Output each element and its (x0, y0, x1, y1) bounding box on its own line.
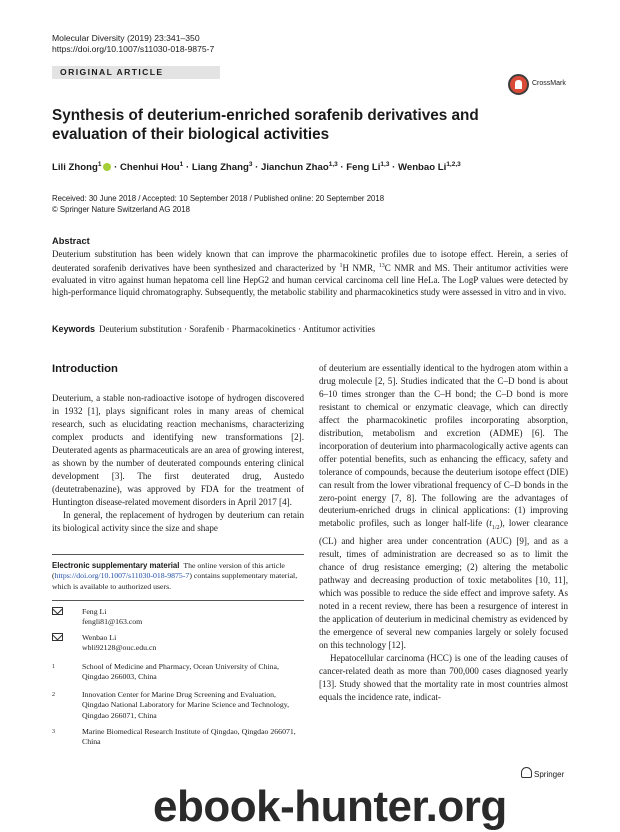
esm-label: Electronic supplementary material (52, 561, 180, 570)
affiliation-item: 2 Innovation Center for Marine Drug Screening and Evaluation, Qingdao National Laboratory for Marine Science and Technology, Qingdao 266071, China (52, 690, 290, 720)
springer-horse-icon (521, 767, 532, 778)
footnote-divider (52, 554, 304, 555)
journal-citation: Molecular Diversity (2019) 23:341–350 (52, 33, 200, 43)
author-affiliation: 1 (97, 161, 102, 168)
envelope-icon (52, 633, 63, 641)
orcid-icon[interactable] (103, 163, 111, 171)
affiliation-item: 3 Marine Biomedical Research Institute of Qingdao, Qingdao 266071, China (52, 727, 296, 747)
abstract-text: Deuterium substitution has been widely known that can improve the pharmacokinetic profiles due to isotope effect. Herein, a series of deuterated sorafenib derivatives have been synthesized and characterized by $^1$H NMR, $^{13}$C NMR and MS. Their antitumor activities were evaluated in vitro against human hepatoma cell line HepG2 and human cervical carcinoma cell line HeLa. The LogP values were detected by high-performance liquid chromatography. Subsequently, the metabolic stability and pharmacokinetics study were assessed in vitro and in vivo. (52, 249, 569, 297)
publication-dates (52, 193, 384, 215)
journal-doi[interactable]: https://doi.org/10.1007/s11030-018-9875-7 (52, 44, 215, 54)
watermark: ebook-hunter.org (153, 782, 507, 831)
paragraph: of deuterium are essentially identical to the hydrogen atom within a drug molecule [2, 5]. Studies indicated that the C–D bond is about 6–10 times stronger than the C–H bond; the C–D bond is more resistant to chemical or enzymatic cleavage, which can directly affect the pharmacokinetic profiles incorporating absorption, distribution, metabolism and excretion (ADME) [6]. The incorporation of deuterium into pharmacologically active agents can offer potential benefits, such as enhancing the efficacy, safety and tolerance of compounds, because the deuterium isotope effect (DIE) can result from the lower vibrational frequency of C–D bonds in the zero-point energy [7, 8]. The following are the advantages of deuterium-enriched drugs in clinical applications: (1) improving metabolic profiles, such as longer half-life $(t_{1/2})$, lower clearance (CL) and higher area under concentration (AUC) [9], and as a result, times of administration are decreased so as to limit the chance of drug resistance emerging; (2) altering the metabolic pathway and decreasing production of toxic metabolites [10, 11], which was possible to reduce the side effect and improve safety. As noted in a recent review, there has been a resurgence of interest in the application of deuterium in medicinal chemistry as evidenced by the emergence of several new companies largely or solely focused on this technology [12]. (319, 363, 569, 650)
copyright-line: © Springer Nature Switzerland AG 2018 (52, 205, 190, 214)
paragraph: In general, the replacement of hydrogen by deuterium can retain its biological activity since the size and shape (52, 509, 304, 533)
footnote-divider (52, 600, 304, 601)
contact-wenbao-li (52, 633, 304, 653)
envelope-icon (52, 607, 63, 615)
crossmark-badge[interactable] (508, 74, 570, 98)
crossmark-label: CrossMark (532, 80, 566, 87)
contact-feng-li (52, 607, 304, 627)
author-affiliation: 1,2,3 (446, 161, 461, 168)
introduction-left-column (52, 392, 304, 534)
dates-line: Received: 30 June 2018 / Accepted: 10 September 2018 / Published online: 20 September 2018 (52, 194, 385, 203)
author-list: Lili Zhong$^1$ · Chenhui Hou$^1$ · Liang Zhang$^3$ · Jianchun Zhao$^{1,3}$ · Feng Li$^{1,3}$ · Wenbao Li$^{1,2,3}$ (52, 161, 461, 174)
introduction-right-column (319, 362, 568, 704)
crossmark-icon (508, 74, 529, 95)
author-name[interactable]: Wenbao Li (397, 162, 447, 174)
author-affiliation: 1 (179, 161, 184, 168)
author-name[interactable]: Lili Zhong (52, 162, 98, 174)
author-name[interactable]: Feng Li (346, 162, 381, 174)
author-name[interactable]: Liang Zhang (191, 162, 249, 174)
keywords-text: Deuterium substitution · Sorafenib · Pharmacokinetics · Antitumor activities (99, 324, 375, 334)
contact-name: Wenbao Li (82, 633, 117, 642)
author-name[interactable]: Chenhui Hou (119, 162, 180, 174)
journal-header (52, 33, 214, 55)
paragraph: Deuterium, a stable non-radioactive isotope of hydrogen discovered in 1932 [1], plays significant roles in many areas of chemical research, such as elucidating reaction mechanisms, characterizing complex products and identifying new transformations [2]. Deuterated agents as pharmaceuticals are an area of growing interest, as shown by the number of deuterated compounds entering clinical development [3]. The first deuterated drug, Austedo (deutetrabenazine), was approved by FDA for the treatment of Huntington disease-related movement disorders in April 2017 [4]. (52, 393, 304, 507)
esm-link[interactable]: https://doi.org/10.1007/s11030-018-9875-7 (54, 571, 190, 581)
author-affiliation: 3 (248, 161, 253, 168)
contact-email[interactable]: wbli9212​8@ouc.edu.cn (82, 643, 157, 653)
keywords (52, 324, 375, 334)
esm-note: Electronic supplementary material The online version of this article (https://doi.org/10.1007/s11030-018-9875-7) contains supplementary material, which is available to authorized users. (52, 561, 298, 591)
author-name[interactable]: Jianchun Zhao (261, 162, 329, 174)
contact-name: Feng Li (82, 607, 107, 616)
author-affiliation: 1,3 (328, 161, 338, 168)
keywords-label: Keywords (52, 324, 96, 334)
contact-email[interactable]: fengli81@163.com (82, 617, 143, 627)
article-title: Synthesis of deuterium-enriched sorafenib derivatives and evaluation of their biological activities (52, 107, 479, 143)
section-heading-introduction: Introduction (52, 363, 118, 375)
author-affiliation: 1,3 (380, 161, 390, 168)
paragraph: Hepatocellular carcinoma (HCC) is one of the leading causes of cancer-related death as more than 700,000 cases diagnosed yearly [13]. Study showed that the mortality rate in most countries almost equals the incidence rate, indicat- (319, 652, 568, 702)
article-type-band: ORIGINAL ARTICLE (52, 66, 220, 79)
abstract-heading: Abstract (52, 236, 90, 246)
publisher-logo: Springer (521, 767, 564, 779)
affiliation-item: 1 School of Medicine and Pharmacy, Ocean University of China, Qingdao 266003, China (52, 662, 279, 682)
